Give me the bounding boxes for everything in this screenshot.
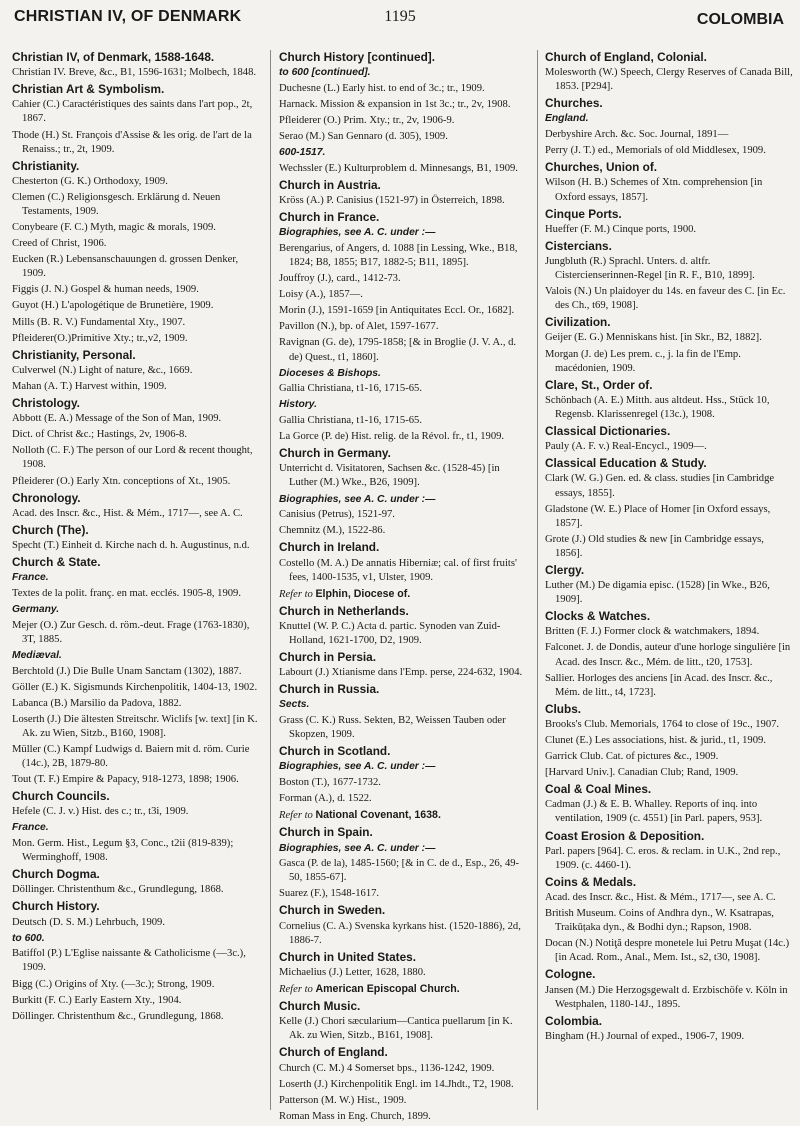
subject-heading: Christian IV, of Denmark, 1588-1648. — [12, 50, 215, 64]
subheading: Biographies, see A. C. under :— — [279, 761, 436, 773]
bibliography-entry: Cornelius (C. A.) Svenska kyrkans hist. (1520-1886), 2d, 1886-7. — [279, 920, 521, 946]
bibliography-entry: Garrick Club. Cat. of pictures &c., 1909. — [545, 751, 719, 763]
subject-heading: Civilization. — [545, 315, 611, 330]
column-rule — [270, 50, 271, 1110]
bibliography-entry: La Gorce (P. de) Hist. relig. de la Révol. fr., t1, 1909. — [279, 431, 505, 443]
bibliography-entry: Kelle (J.) Chori sæcularium—Cantica puellarum [in K. Ak. zu Wien, Sitzb., B161, 1908]. — [279, 1016, 513, 1042]
bibliography-entry: Cahier (C.) Caractéristiques des saints dans l'art pop., 2t, 1867. — [12, 99, 253, 125]
subject-heading: Colombia. — [545, 1013, 603, 1028]
bibliography-entry: Göller (E.) K. Sigismunds Kirchenpolitik, 1404-13, 1902. — [12, 681, 258, 693]
subheading: Sects. — [279, 699, 310, 711]
bibliography-entry: Derbyshire Arch. &c. Soc. Journal, 1891— — [545, 129, 729, 141]
bibliography-entry: Cadman (J.) & E. B. Whalley. Reports of inq. into ventilation, 1909 (c. 4551) [in Parl. papers, 953]. — [545, 799, 763, 825]
subject-heading: Church Councils. — [12, 789, 110, 804]
bibliography-entry: Jouffroy (J.), card., 1412-73. — [279, 273, 401, 285]
bibliography-entry: Church (C. M.) 4 Somerset bps., 1136-1242, 1909. — [279, 1062, 495, 1074]
bibliography-entry: Perry (J. T.) ed., Memorials of old Middlesex, 1909. — [545, 145, 766, 157]
subject-heading: Churches. — [545, 96, 603, 111]
subheading: Germany. — [12, 603, 60, 615]
subject-heading: Christian Art & Symbolism. — [12, 82, 165, 97]
subject-heading: Church History [continued]. — [279, 50, 435, 64]
bibliography-entry: Harnack. Mission & expansion in 1st 3c.; tr., 2v, 1908. — [279, 98, 511, 110]
bibliography-entry: Mon. Germ. Hist., Legum §3, Conc., t2ii (819-839); Werminghoff, 1908. — [12, 838, 234, 864]
bibliography-entry: Döllinger. Christenthum &c., Grundlegung, 1868. — [12, 884, 224, 896]
bibliography-entry: Falconet. J. de Dondis, auteur d'une horloge singulière [in Acad. des Inscr. &c., Mém. de litt., t20, 1753]. — [545, 642, 791, 668]
bibliography-entry: Eucken (R.) Lebensanschauungen d. grossen Denker, 1909. — [12, 254, 239, 280]
bibliography-entry: Boston (T.), 1677-1732. — [279, 777, 381, 789]
bibliography-entry: Valois (N.) Un plaidoyer du 14s. en faveur des C. [in Ec. des Ch., t69, 1908]. — [545, 286, 786, 312]
bibliography-entry: Parl. papers [964]. C. eros. & reclam. in U.K., 2nd rep., 1909. (c. 4460-1). — [545, 845, 781, 871]
bibliography-entry: Bingham (H.) Journal of exped., 1906-7, 1909. — [545, 1030, 745, 1042]
reference-prefix: Refer to — [279, 984, 316, 996]
bibliography-entry: Canisius (Petrus), 1521-97. — [279, 509, 395, 521]
bibliography-entry: Acad. des Inscr. &c., Hist. & Mém., 1717—, see A. C. — [545, 892, 776, 903]
bibliography-entry: Jungbluth (R.) Sprachl. Unters. d. altfr. Cistercienserinnen-Regel [in R. F., B10, 1899]. — [545, 256, 755, 282]
bibliography-entry: Loserth (J.) Die ältesten Streitschr. Wiclifs [w. text] [in K. Ak. zu Wien, Sitzb., B160, 1908]. — [12, 713, 258, 739]
bibliography-entry: Mejer (O.) Zur Gesch. d. röm.-deut. Frage (1763-1830), 3T, 1885. — [12, 619, 250, 645]
subject-heading: Cologne. — [545, 967, 596, 982]
bibliography-entry: Tout (T. F.) Empire & Papacy, 918-1273, 1898; 1906. — [12, 774, 239, 786]
bibliography-entry: Geijer (E. G.) Menniskans hist. [in Skr., B2, 1882]. — [545, 332, 762, 344]
reference-prefix: Refer to — [279, 810, 316, 822]
bibliography-entry: Loisy (A.), 1857—. — [279, 289, 363, 301]
bibliography-entry: Hefele (C. J. v.) Hist. des c.; tr., t3i, 1909. — [12, 806, 189, 818]
bibliography-entry: Deutsch (D. S. M.) Lehrbuch, 1909. — [12, 916, 165, 928]
page-number: 1195 — [384, 8, 416, 25]
bibliography-entry: Forman (A.), d. 1522. — [279, 793, 372, 805]
bibliography-entry: Serao (M.) San Gennaro (d. 305), 1909. — [279, 131, 448, 143]
subject-heading: Christianity, Personal. — [12, 347, 136, 362]
subject-heading: Church in Sweden. — [279, 903, 386, 918]
subject-heading: Chronology. — [12, 490, 81, 505]
subheading: France. — [12, 822, 49, 834]
reference-target: Elphin, Diocese of. — [315, 587, 411, 600]
subject-heading: Church in United States. — [279, 949, 416, 964]
subheading: Biographies, see A. C. under :— — [279, 493, 436, 505]
bibliography-entry: Textes de la polit. franç. en mat. ecclés. 1905-8, 1909. — [12, 587, 242, 599]
reference-prefix: Refer to — [279, 588, 316, 600]
column-2 — [279, 50, 527, 1126]
bibliography-entry: [Harvard Univ.]. Canadian Club; Rand, 1909. — [545, 767, 739, 779]
bibliography-entry: Gallia Christiana, t1-16, 1715-65. — [279, 415, 422, 427]
bibliography-entry: Pfleiderer (O.) Prim. Xty.; tr., 2v, 1906-9. — [279, 115, 455, 126]
bibliography-entry: Acad. des Inscr. &c., Hist. & Mém., 1717—, see A. C. — [12, 507, 243, 519]
subject-heading: Church in Germany. — [279, 446, 391, 461]
bibliography-entry: Hueffer (F. M.) Cinque ports, 1900. — [545, 223, 697, 235]
bibliography-entry: Conybeare (F. C.) Myth, magic & morals, 1909. — [12, 222, 216, 234]
bibliography-entry: British Museum. Coins of Andhra dyn., W. Ksatrapas, Traikūṭaka dyn., & Bodhi dyn.; Rapson, 1908. — [545, 908, 774, 934]
bibliography-entry: Pavillon (N.), bp. of Alet, 1597-1677. — [279, 321, 439, 333]
bibliography-entry: Roman Mass in Eng. Church, 1899. — [279, 1110, 431, 1122]
subject-heading: Classical Dictionaries. — [545, 424, 671, 439]
subject-heading: Church in Spain. — [279, 825, 373, 840]
bibliography-entry: Brooks's Club. Memorials, 1764 to close of 19c., 1907. — [545, 718, 780, 730]
subheading: England. — [545, 113, 589, 125]
header-right: COLOMBIA — [696, 11, 784, 28]
column-1 — [12, 50, 260, 1026]
bibliography-entry: Berengarius, of Angers, d. 1088 [in Lessing, Wke., B18, 1824; B8, 1855; B17, 1882-5; B11, 1895]. — [279, 243, 518, 269]
subject-heading: Church (The). — [12, 522, 89, 537]
bibliography-entry: Figgis (J. N.) Gospel & human needs, 1909. — [12, 284, 199, 296]
subject-heading: Church Music. — [279, 999, 361, 1014]
bibliography-entry: Chesterton (G. K.) Orthodoxy, 1909. — [12, 175, 168, 187]
reference-target: National Covenant, 1638. — [315, 809, 441, 822]
subheading: to 600. — [12, 932, 45, 944]
bibliography-entry: Sallier. Horloges des anciens [in Acad. des Inscr. &c., Mém. de litt., t4, 1723]. — [545, 672, 773, 698]
bibliography-entry: Mills (B. R. V.) Fundamental Xty., 1907. — [12, 316, 186, 328]
cross-reference — [279, 982, 527, 997]
subject-heading: Church in Ireland. — [279, 540, 380, 555]
reference-target: American Episcopal Church. — [315, 983, 460, 996]
bibliography-entry: Batiffol (P.) L'Eglise naissante & Catholicisme (—3c.), 1909. — [12, 948, 246, 974]
subject-heading: Church in France. — [279, 210, 380, 225]
bibliography-entry: Pauly (A. F. v.) Real-Encycl., 1909—. — [545, 441, 707, 453]
subheading: Dioceses & Bishops. — [279, 367, 381, 379]
column-rule — [537, 50, 538, 1110]
bibliography-entry: Guyot (H.) L'apologétique de Brunetière, 1909. — [12, 300, 214, 312]
subject-heading: Cistercians. — [545, 238, 612, 253]
subject-heading: Church & State. — [12, 555, 101, 570]
subject-heading: Clubs. — [545, 701, 582, 716]
subject-heading: Coins & Medals. — [545, 874, 637, 889]
cross-reference — [279, 587, 527, 602]
subject-heading: Church in Scotland. — [279, 744, 391, 759]
bibliography-entry: Clark (W. G.) Gen. ed. & class. studies [in Cambridge essays, 1855]. — [545, 473, 775, 499]
subject-heading: Church Dogma. — [12, 867, 100, 882]
bibliography-entry: Clemen (C.) Religionsgesch. Erklärung d. Neuen Testaments, 1909. — [12, 191, 221, 218]
subject-heading: Church in Russia. — [279, 682, 380, 697]
bibliography-entry: Michaelius (J.) Letter, 1628, 1880. — [279, 966, 426, 978]
bibliography-entry: Costello (M. A.) De annatis Hiberniæ; cal. of first fruits' fees, 1400-1535, v1, Ulster, 1909. — [279, 557, 517, 583]
bibliography-entry: Abbott (E. A.) Message of the Son of Man, 1909. — [12, 413, 222, 425]
subject-heading: Church in Austria. — [279, 177, 381, 192]
bibliography-entry: Docan (N.) Notiţă despre monetele lui Petru Muşat (14c.) [in Acad. Rom., Anal., Mem. Ist., s2, t30, 1908]. — [545, 938, 790, 964]
bibliography-entry: Patterson (M. W.) Hist., 1909. — [279, 1094, 407, 1106]
subject-heading: Church in Netherlands. — [279, 603, 409, 618]
bibliography-entry: Specht (T.) Einheit d. Kirche nach d. h. Augustinus, n.d. — [12, 539, 250, 551]
subheading: Biographies, see A. C. under :— — [279, 227, 436, 239]
bibliography-entry: Pfleiderer (O.) Early Xtn. conceptions of Xt., 1905. — [12, 475, 231, 487]
bibliography-entry: Dict. of Christ &c.; Hastings, 2v, 1906-8. — [12, 429, 187, 441]
bibliography-entry: Loserth (J.) Kirchenpolitik Engl. im 14.Jhdt., T2, 1908. — [279, 1078, 514, 1090]
bibliography-entry: Döllinger. Christenthum &c., Grundlegung, 1868. — [12, 1010, 224, 1022]
subject-heading: Church of England. — [279, 1045, 388, 1060]
bibliography-entry: Nolloth (C. F.) The person of our Lord & recent thought, 1908. — [12, 445, 253, 471]
bibliography-entry: Knuttel (W. P. C.) Acta d. partic. Synoden van Zuid-Holland, 1621-1700, D2, 1909. — [279, 620, 501, 647]
bibliography-entry: Kröss (A.) P. Canisius (1521-97) in Österreich, 1898. — [279, 195, 505, 207]
bibliography-entry: Gladstone (W. E.) Place of Homer [in Oxford essays, 1857]. — [545, 503, 771, 529]
bibliography-entry: Wechssler (E.) Kulturproblem d. Minnesangs, B1, 1909. — [279, 162, 518, 174]
bibliography-entry: Duchesne (L.) Early hist. to end of 3c.; tr., 1909. — [279, 82, 485, 94]
bibliography-entry: Grote (J.) Old studies & new [in Cambridge essays, 1856]. — [545, 533, 764, 559]
subject-heading: Church in Persia. — [279, 650, 377, 665]
subject-heading: Churches, Union of. — [545, 160, 658, 175]
bibliography-entry: Clunet (E.) Les associations, hist. & jurid., t1, 1909. — [545, 734, 766, 746]
bibliography-entry: Christian IV. Breve, &c., B1, 1596-1631; Molbech, 1848. — [12, 67, 257, 79]
bibliography-entry: Gallia Christiana, t1-16, 1715-65. — [279, 383, 422, 395]
bibliography-entry: Thode (H.) St. François d'Assise & les orig. de l'art de la Renaiss.; tr., 2t, 1909. — [12, 129, 252, 155]
bibliography-entry: Müller (C.) Kampf Ludwigs d. Baiern mit d. röm. Curie (14c.), 2B, 1879-80. — [12, 743, 250, 769]
subject-heading: Clare, St., Order of. — [545, 377, 653, 392]
bibliography-entry: Ravignan (G. de), 1795-1858; [& in Broglie (J. V. A., d. de) Quest., t1, 1860]. — [279, 337, 517, 363]
bibliography-entry: Creed of Christ, 1906. — [12, 238, 107, 250]
subject-heading: Coast Erosion & Deposition. — [545, 828, 705, 843]
subheading: Mediæval. — [12, 649, 62, 661]
bibliography-entry: Suarez (F.), 1548-1617. — [279, 888, 380, 900]
bibliography-entry: Burkitt (F. C.) Early Eastern Xty., 1904. — [12, 994, 182, 1006]
bibliography-entry: Grass (C. K.) Russ. Sekten, B2, Weissen Tauben oder Skopzen, 1909. — [279, 715, 506, 741]
bibliography-entry: Jansen (M.) Die Herzogsgewalt d. Erzbischöfe v. Köln in Westphalen, 1180-14J., 1895. — [545, 984, 788, 1010]
subject-heading: Christology. — [12, 396, 80, 411]
bibliography-entry: Morin (J.), 1591-1659 [in Antiquitates Eccl. Or., 1682]. — [279, 305, 515, 317]
bibliography-entry: Schönbach (A. E.) Mitth. aus altdeut. Hss., Stück 10, Regensb. Klarissenregel (13c.), 1908. — [545, 394, 770, 420]
subheading: to 600 [continued]. — [279, 67, 371, 79]
bibliography-entry: Britten (F. J.) Former clock & watchmakers, 1894. — [545, 626, 760, 638]
subheading: History. — [279, 399, 317, 411]
cross-reference — [279, 808, 527, 823]
subheading: France. — [12, 572, 49, 584]
bibliography-entry: Unterricht d. Visitatoren, Sachsen &c. (1528-45) [in Luther (M.) Wke., B26, 1909]. — [279, 463, 500, 489]
bibliography-entry: Luther (M.) De digamia episc. (1528) [in Wke., B26, 1909]. — [545, 580, 770, 606]
bibliography-entry: Molesworth (W.) Speech, Clergy Reserves of Canada Bill, 1853. [P294]. — [545, 67, 793, 93]
subject-heading: Cinque Ports. — [545, 206, 622, 221]
subject-heading: Clergy. — [545, 562, 585, 577]
bibliography-entry: Gasca (P. de la), 1485-1560; [& in C. de d., Esp., 26, 49-50, 1855-67]. — [279, 858, 520, 884]
bibliography-entry: Chemnitz (M.), 1522-86. — [279, 525, 386, 537]
bibliography-entry: Berchtold (J.) Die Bulle Unam Sanctam (1302), 1887. — [12, 665, 242, 677]
bibliography-entry: Bigg (C.) Origins of Xty. (—3c.); Strong, 1909. — [12, 978, 215, 990]
bibliography-entry: Culverwel (N.) Light of nature, &c., 1669. — [12, 364, 193, 376]
bibliography-entry: Labanca (B.) Marsilio da Padova, 1882. — [12, 697, 182, 709]
bibliography-entry: Labourt (J.) Xtianisme dans l'Emp. perse, 224-632, 1904. — [279, 667, 523, 679]
subject-heading: Christianity. — [12, 158, 80, 173]
bibliography-entry: Wilson (H. B.) Schemes of Xtn. comprehension [in Oxford essays, 1857]. — [545, 177, 763, 203]
bibliography-entry: Pfleiderer(O.)Primitive Xty.; tr.,v2, 1909. — [12, 332, 188, 344]
header-left: CHRISTIAN IV, OF DENMARK — [14, 8, 242, 25]
subject-heading: Coal & Coal Mines. — [545, 782, 652, 797]
column-3 — [545, 50, 793, 1046]
running-header — [0, 8, 800, 30]
subheading: Biographies, see A. C. under :— — [279, 842, 436, 854]
subject-heading: Church of England, Colonial. — [545, 50, 707, 64]
subject-heading: Clocks & Watches. — [545, 609, 651, 624]
subject-heading: Classical Education & Study. — [545, 456, 707, 471]
bibliography-entry: Morgan (J. de) Les prem. c., j. la fin de l'Emp. macédonien, 1909. — [545, 348, 741, 374]
bibliography-entry: Mahan (A. T.) Harvest within, 1909. — [12, 380, 167, 392]
subject-heading: Church History. — [12, 899, 100, 914]
subheading: 600-1517. — [279, 147, 326, 159]
